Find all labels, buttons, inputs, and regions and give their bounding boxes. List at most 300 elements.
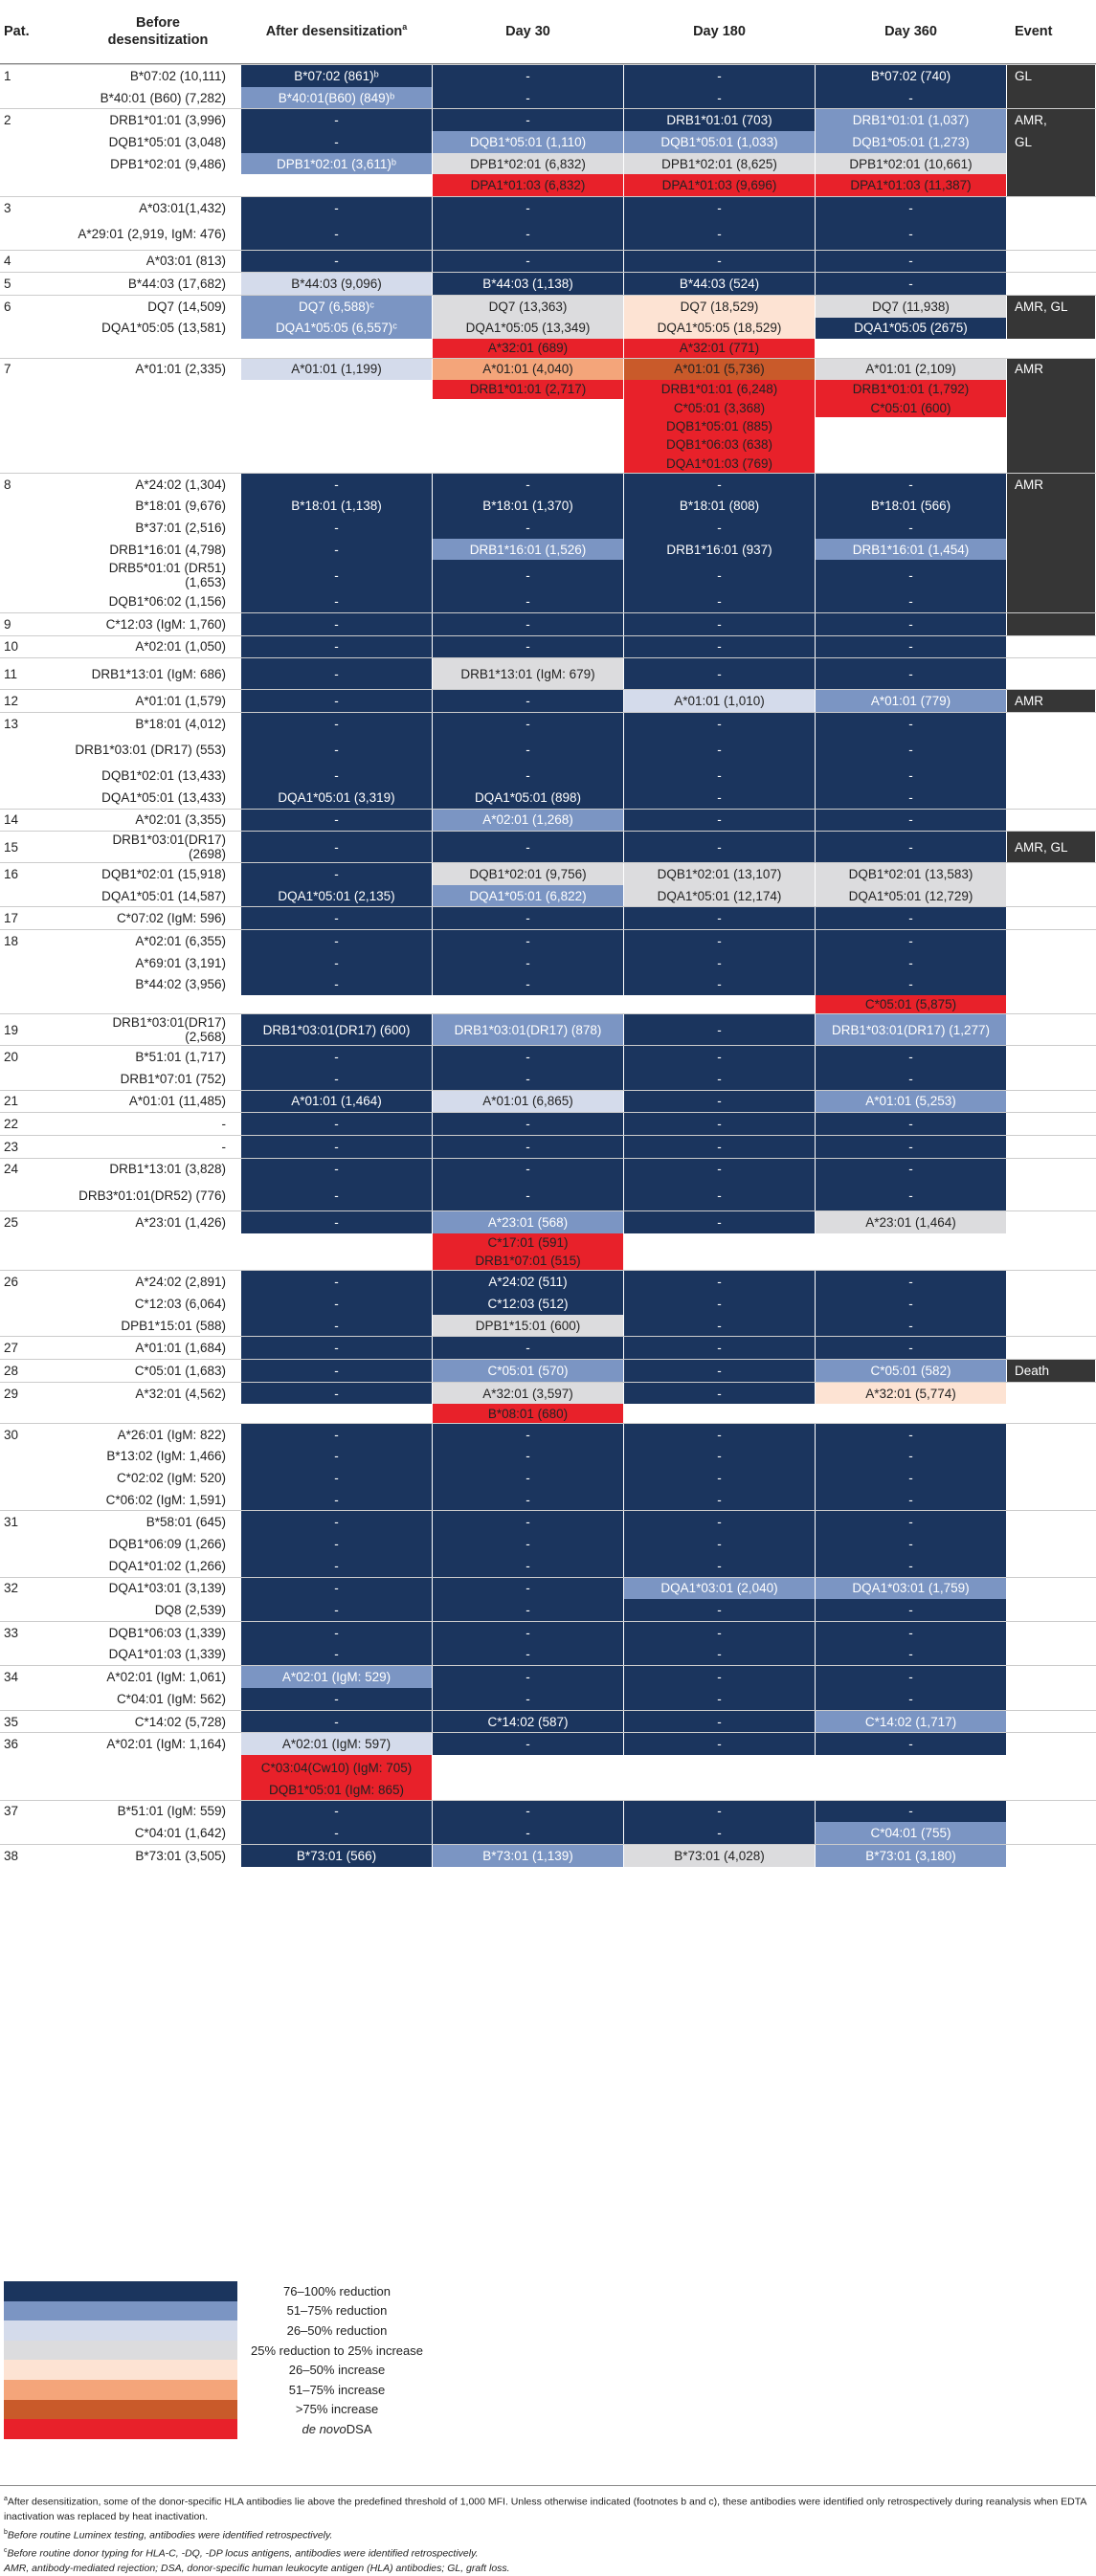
before-value: DRB3*01:01(DR52) (776) <box>75 1180 226 1210</box>
day360-cell: A*32:01 (5,774) <box>816 1383 1006 1405</box>
table-row <box>0 272 1096 295</box>
after-cell: - <box>241 1360 432 1382</box>
before-value: C*12:03 (IgM: 1,760) <box>75 613 226 635</box>
day180-cell: - <box>624 734 815 765</box>
after-cell <box>241 1233 432 1252</box>
before-value <box>75 417 226 435</box>
event-cell <box>1007 1578 1095 1600</box>
table-row <box>0 590 1096 612</box>
day360-cell: DRB1*01:01 (1,792) <box>816 380 1006 398</box>
day360-cell: - <box>816 1733 1006 1755</box>
before-value: A*24:02 (1,304) <box>75 474 226 496</box>
before-value: C*06:02 (IgM: 1,591) <box>75 1489 226 1511</box>
event-cell <box>1007 339 1095 357</box>
before-value: A*23:01 (1,426) <box>75 1211 226 1233</box>
before-value: A*01:01 (2,335) <box>75 359 226 381</box>
before-value: DRB1*03:01(DR17) (2698) <box>75 832 226 862</box>
event-cell <box>1007 1711 1095 1733</box>
after-cell: - <box>241 1293 432 1315</box>
day30-cell: - <box>433 474 623 496</box>
day30-cell: - <box>433 1180 623 1210</box>
day360-cell: - <box>816 810 1006 832</box>
table-row <box>0 995 1096 1013</box>
before-value <box>75 339 226 357</box>
after-cell: DQ7 (6,588)ᶜ <box>241 296 432 318</box>
day360-cell: - <box>816 973 1006 995</box>
after-cell: DQA1*05:01 (3,319) <box>241 787 432 809</box>
event-cell <box>1007 1511 1095 1533</box>
day180-cell: - <box>624 1315 815 1337</box>
after-cell <box>241 435 432 454</box>
day360-cell: - <box>816 658 1006 689</box>
event-cell <box>1007 251 1095 273</box>
before-value: DRB5*01:01 (DR51) (1,653) <box>75 560 226 590</box>
event-cell <box>1007 658 1095 689</box>
before-value: C*07:02 (IgM: 596) <box>75 907 226 929</box>
footnote-a: $^a$After desensitization, some of the donor-specific HLA antibodies lie above the predefined threshold of 1,000 MFI. Unless otherwise indicated (footnotes b and c), these antibodies were identified only retrospectively during reanalysis when EDTA inactivation was replaced by heat inactivation. <box>4 2492 1092 2525</box>
before-value <box>75 995 226 1013</box>
day360-cell <box>816 1755 1006 1781</box>
after-cell: DQB1*05:01 (IgM: 865) <box>241 1781 432 1799</box>
patient-number: 21 <box>4 1091 18 1113</box>
table-row <box>0 454 1096 472</box>
before-value: - <box>75 1136 226 1158</box>
event-cell: AMR <box>1007 690 1095 712</box>
after-cell: - <box>241 1136 432 1158</box>
day180-cell: - <box>624 1622 815 1644</box>
day360-cell: DQ7 (11,938) <box>816 296 1006 318</box>
day180-cell: - <box>624 1068 815 1090</box>
day360-cell: - <box>816 1159 1006 1181</box>
day180-cell: - <box>624 1271 815 1293</box>
table-row <box>0 1555 1096 1577</box>
day30-cell: A*32:01 (689) <box>433 339 623 357</box>
day180-cell: - <box>624 787 815 809</box>
day360-cell: - <box>816 1533 1006 1555</box>
day360-cell: DQB1*02:01 (13,583) <box>816 863 1006 885</box>
day180-cell: - <box>624 1555 815 1577</box>
table-row <box>0 787 1096 809</box>
day180-cell: - <box>624 87 815 109</box>
after-cell: - <box>241 219 432 250</box>
table-row <box>0 1800 1096 1823</box>
event-cell: GL <box>1007 65 1095 87</box>
patient-number: 38 <box>4 1845 18 1867</box>
day180-cell: DQB1*02:01 (13,107) <box>624 863 815 885</box>
day180-cell: - <box>624 1337 815 1359</box>
table-row <box>0 1423 1096 1446</box>
event-cell <box>1007 1467 1095 1489</box>
after-cell <box>241 417 432 435</box>
table-row <box>0 1822 1096 1844</box>
after-cell: - <box>241 109 432 131</box>
footnote-c-text: Before routine donor typing for HLA-C, -DQ, -DP locus antigens, antibodies were identified retrospectively. <box>8 2547 479 2559</box>
event-cell <box>1007 1271 1095 1293</box>
event-cell <box>1007 1068 1095 1090</box>
day360-cell: B*07:02 (740) <box>816 65 1006 87</box>
before-value: A*02:01 (1,050) <box>75 636 226 658</box>
table-row <box>0 1233 1096 1252</box>
after-cell: - <box>241 1383 432 1405</box>
day360-cell: - <box>816 1271 1006 1293</box>
after-cell: - <box>241 1511 432 1533</box>
after-cell: - <box>241 1644 432 1666</box>
before-value: B*40:01 (B60) (7,282) <box>75 87 226 109</box>
event-cell <box>1007 1315 1095 1337</box>
day30-cell: - <box>433 832 623 862</box>
after-cell: - <box>241 713 432 735</box>
day30-cell: B*18:01 (1,370) <box>433 495 623 517</box>
after-cell: - <box>241 658 432 689</box>
day180-cell: DQA1*03:01 (2,040) <box>624 1578 815 1600</box>
day360-cell: C*05:01 (600) <box>816 399 1006 417</box>
day30-cell: DRB1*03:01(DR17) (878) <box>433 1014 623 1045</box>
table-row <box>0 862 1096 885</box>
day180-cell: - <box>624 713 815 735</box>
footnote-c: $^c$Before routine donor typing for HLA-C, -DQ, -DP locus antigens, antibodies were identified retrospectively. <box>4 2543 1092 2562</box>
table-row <box>0 380 1096 398</box>
after-cell: - <box>241 1211 432 1233</box>
day360-cell: - <box>816 713 1006 735</box>
before-value <box>75 1404 226 1422</box>
table-row <box>0 612 1096 635</box>
after-cell: - <box>241 1180 432 1210</box>
header-after-sup: a <box>402 22 407 32</box>
day30-cell <box>433 1755 623 1781</box>
legend-item <box>0 2341 574 2361</box>
day180-cell: - <box>624 1733 815 1755</box>
event-cell: Death <box>1007 1360 1095 1382</box>
day30-cell <box>433 417 623 435</box>
day30-cell: - <box>433 1068 623 1090</box>
patient-number: 17 <box>4 907 18 929</box>
day360-cell: - <box>816 87 1006 109</box>
table-row <box>0 885 1096 907</box>
before-value: DPB1*02:01 (9,486) <box>75 153 226 175</box>
after-cell: - <box>241 1046 432 1068</box>
day180-cell: - <box>624 1211 815 1233</box>
day360-cell: - <box>816 219 1006 250</box>
event-cell <box>1007 1801 1095 1823</box>
event-cell <box>1007 273 1095 295</box>
day180-cell <box>624 995 815 1013</box>
event-cell <box>1007 399 1095 417</box>
day180-cell: - <box>624 1360 815 1382</box>
after-cell: B*40:01(B60) (849)ᵇ <box>241 87 432 109</box>
day30-cell: - <box>433 1688 623 1710</box>
day180-cell: - <box>624 1113 815 1135</box>
legend-item <box>0 2380 574 2400</box>
event-cell <box>1007 787 1095 809</box>
day30-cell: - <box>433 613 623 635</box>
day30-cell: - <box>433 1489 623 1511</box>
day30-cell: DPB1*15:01 (600) <box>433 1315 623 1337</box>
patient-number: 18 <box>4 930 18 952</box>
day180-cell: - <box>624 197 815 219</box>
day360-cell: A*01:01 (5,253) <box>816 1091 1006 1113</box>
before-value: A*01:01 (11,485) <box>75 1091 226 1113</box>
table-row <box>0 1293 1096 1315</box>
day180-cell: - <box>624 474 815 496</box>
after-cell: - <box>241 1467 432 1489</box>
day180-cell: - <box>624 1445 815 1467</box>
table-row <box>0 1135 1096 1158</box>
day360-cell: DQB1*05:01 (1,273) <box>816 131 1006 153</box>
patient-number: 34 <box>4 1666 18 1688</box>
day180-cell: - <box>624 1014 815 1045</box>
table-row <box>0 87 1096 109</box>
patient-number: 7 <box>4 359 11 381</box>
event-cell: AMR, <box>1007 109 1095 131</box>
patient-number: 35 <box>4 1711 18 1733</box>
day180-cell: - <box>624 832 815 862</box>
event-cell <box>1007 219 1095 250</box>
table-row <box>0 1445 1096 1467</box>
after-cell: - <box>241 474 432 496</box>
day30-cell: - <box>433 87 623 109</box>
event-cell <box>1007 1533 1095 1555</box>
before-value: B*07:02 (10,111) <box>75 65 226 87</box>
table-row <box>0 358 1096 381</box>
day360-cell: C*04:01 (755) <box>816 1822 1006 1844</box>
table-row <box>0 131 1096 153</box>
day360-cell: - <box>816 907 1006 929</box>
event-cell <box>1007 380 1095 398</box>
day30-cell: DQA1*05:01 (6,822) <box>433 885 623 907</box>
event-cell <box>1007 1822 1095 1844</box>
patient-number: 2 <box>4 109 11 131</box>
after-cell: B*44:03 (9,096) <box>241 273 432 295</box>
event-cell <box>1007 539 1095 561</box>
after-cell <box>241 380 432 398</box>
table-row <box>0 495 1096 517</box>
patient-number: 13 <box>4 713 18 735</box>
table-row <box>0 435 1096 454</box>
legend-label: 51–75% reduction <box>241 2301 433 2321</box>
patient-number: 36 <box>4 1733 18 1755</box>
event-cell <box>1007 1233 1095 1252</box>
table-row <box>0 1533 1096 1555</box>
day360-cell: - <box>816 251 1006 273</box>
day30-cell: - <box>433 930 623 952</box>
day180-cell: DQB1*05:01 (885) <box>624 417 815 435</box>
day180-cell: - <box>624 1293 815 1315</box>
after-cell: - <box>241 832 432 862</box>
before-value: B*18:01 (9,676) <box>75 495 226 517</box>
event-cell <box>1007 810 1095 832</box>
before-value: DRB1*03:01 (DR17) (553) <box>75 734 226 765</box>
event-cell <box>1007 1136 1095 1158</box>
day30-cell: - <box>433 1822 623 1844</box>
legend-item <box>0 2321 574 2341</box>
table-row <box>0 765 1096 787</box>
day360-cell: - <box>816 273 1006 295</box>
day30-cell: - <box>433 109 623 131</box>
after-cell: - <box>241 690 432 712</box>
event-cell <box>1007 1159 1095 1181</box>
event-cell <box>1007 973 1095 995</box>
day30-cell: - <box>433 590 623 612</box>
before-value: A*02:01 (3,355) <box>75 810 226 832</box>
before-value: B*73:01 (3,505) <box>75 1845 226 1867</box>
after-cell: - <box>241 1533 432 1555</box>
day30-cell: DPB1*02:01 (6,832) <box>433 153 623 175</box>
day180-cell: - <box>624 1711 815 1733</box>
day180-cell: - <box>624 1511 815 1533</box>
after-cell: - <box>241 810 432 832</box>
after-cell: - <box>241 1271 432 1293</box>
event-cell: GL <box>1007 131 1095 153</box>
day30-cell: C*14:02 (587) <box>433 1711 623 1733</box>
day30-cell: A*01:01 (4,040) <box>433 359 623 381</box>
patient-number: 37 <box>4 1801 18 1823</box>
before-value <box>75 1781 226 1799</box>
header-before-label: Before desensitization <box>86 14 230 49</box>
day30-cell: - <box>433 907 623 929</box>
after-cell: - <box>241 1068 432 1090</box>
day360-cell: DRB1*16:01 (1,454) <box>816 539 1006 561</box>
table-row <box>0 1755 1096 1781</box>
day360-cell: DPA1*01:03 (11,387) <box>816 174 1006 196</box>
table-row <box>0 1068 1096 1090</box>
event-cell <box>1007 995 1095 1013</box>
table-row <box>0 1467 1096 1489</box>
after-cell: - <box>241 1578 432 1600</box>
table-row <box>0 1158 1096 1181</box>
day360-cell: - <box>816 1293 1006 1315</box>
day360-cell: - <box>816 1046 1006 1068</box>
day30-cell: - <box>433 560 623 590</box>
after-cell: - <box>241 1599 432 1621</box>
before-value <box>75 435 226 454</box>
table-row <box>0 929 1096 952</box>
day180-cell: B*18:01 (808) <box>624 495 815 517</box>
before-value: A*03:01 (813) <box>75 251 226 273</box>
after-cell: B*73:01 (566) <box>241 1845 432 1867</box>
before-value: B*37:01 (2,516) <box>75 517 226 539</box>
after-cell: - <box>241 863 432 885</box>
patient-number: 30 <box>4 1424 18 1446</box>
day360-cell <box>816 435 1006 454</box>
legend-swatch <box>4 2341 237 2361</box>
after-cell: - <box>241 636 432 658</box>
patient-number: 29 <box>4 1383 18 1405</box>
before-value: DQB1*06:03 (1,339) <box>75 1622 226 1644</box>
day180-cell: - <box>624 65 815 87</box>
table-row <box>0 712 1096 735</box>
patient-number: 22 <box>4 1113 18 1135</box>
table-row <box>0 219 1096 250</box>
patient-number: 6 <box>4 296 11 318</box>
day180-cell: - <box>624 930 815 952</box>
day30-cell <box>433 1781 623 1799</box>
day30-cell: - <box>433 1578 623 1600</box>
day180-cell: A*01:01 (5,736) <box>624 359 815 381</box>
before-value: C*05:01 (1,683) <box>75 1360 226 1382</box>
event-cell <box>1007 1781 1095 1799</box>
after-cell <box>241 1252 432 1270</box>
day30-cell: - <box>433 1113 623 1135</box>
after-cell: DQA1*05:01 (2,135) <box>241 885 432 907</box>
patient-number: 24 <box>4 1159 18 1181</box>
day360-cell: DRB1*01:01 (1,037) <box>816 109 1006 131</box>
before-value: C*04:01 (1,642) <box>75 1822 226 1844</box>
day30-cell: - <box>433 1445 623 1467</box>
day360-cell: B*73:01 (3,180) <box>816 1845 1006 1867</box>
before-value: DQB1*06:09 (1,266) <box>75 1533 226 1555</box>
event-cell <box>1007 1211 1095 1233</box>
day30-cell: - <box>433 1159 623 1181</box>
day180-cell: - <box>624 1666 815 1688</box>
before-value: B*51:01 (IgM: 559) <box>75 1801 226 1823</box>
header-day360: Day 360 <box>816 0 1006 63</box>
before-value: DQA1*01:02 (1,266) <box>75 1555 226 1577</box>
footnote-abbr-text: AMR, antibody-mediated rejection; DSA, donor-specific human leukocyte antigen (HLA) antibodies; GL, graft loss. <box>4 2563 510 2574</box>
day360-cell: DQA1*03:01 (1,759) <box>816 1578 1006 1600</box>
after-cell <box>241 454 432 472</box>
day180-cell: - <box>624 1383 815 1405</box>
before-value: B*58:01 (645) <box>75 1511 226 1533</box>
event-cell <box>1007 1046 1095 1068</box>
day30-cell: - <box>433 1337 623 1359</box>
day30-cell: - <box>433 952 623 974</box>
before-value: DRB1*07:01 (752) <box>75 1068 226 1090</box>
table-row <box>0 1844 1096 1867</box>
after-cell: - <box>241 1315 432 1337</box>
day360-cell: - <box>816 1136 1006 1158</box>
before-value <box>75 1252 226 1270</box>
day30-cell: - <box>433 1136 623 1158</box>
day30-cell: DRB1*07:01 (515) <box>433 1252 623 1270</box>
table-row <box>0 1510 1096 1533</box>
legend-item <box>0 2419 574 2439</box>
table-row <box>0 1599 1096 1621</box>
day30-cell: DQB1*02:01 (9,756) <box>433 863 623 885</box>
patient-number: 3 <box>4 197 11 219</box>
day180-cell: DQB1*06:03 (638) <box>624 435 815 454</box>
after-cell: - <box>241 765 432 787</box>
legend-label: 51–75% increase <box>241 2380 433 2400</box>
table-row <box>0 1045 1096 1068</box>
event-cell <box>1007 1755 1095 1781</box>
after-cell: - <box>241 560 432 590</box>
event-cell <box>1007 1404 1095 1422</box>
after-cell: - <box>241 1622 432 1644</box>
table-body <box>0 64 1096 1867</box>
after-cell: DRB1*03:01(DR17) (600) <box>241 1014 432 1045</box>
patient-number: 31 <box>4 1511 18 1533</box>
patient-number: 27 <box>4 1337 18 1359</box>
table-row <box>0 973 1096 995</box>
before-value: A*01:01 (1,684) <box>75 1337 226 1359</box>
before-value <box>75 1755 226 1781</box>
header-after-text: After desensitization <box>266 24 403 39</box>
before-value <box>75 174 226 196</box>
patient-number: 19 <box>4 1014 18 1045</box>
day180-cell: - <box>624 907 815 929</box>
day180-cell: - <box>624 219 815 250</box>
day30-cell: - <box>433 1666 623 1688</box>
table-row <box>0 1013 1096 1045</box>
table-row <box>0 1359 1096 1382</box>
table-row <box>0 1210 1096 1233</box>
day180-cell: DQA1*01:03 (769) <box>624 454 815 472</box>
day180-cell: - <box>624 1599 815 1621</box>
table-row <box>0 906 1096 929</box>
before-value: DQB1*06:02 (1,156) <box>75 590 226 612</box>
patient-number: 26 <box>4 1271 18 1293</box>
header-day180: Day 180 <box>624 0 815 63</box>
